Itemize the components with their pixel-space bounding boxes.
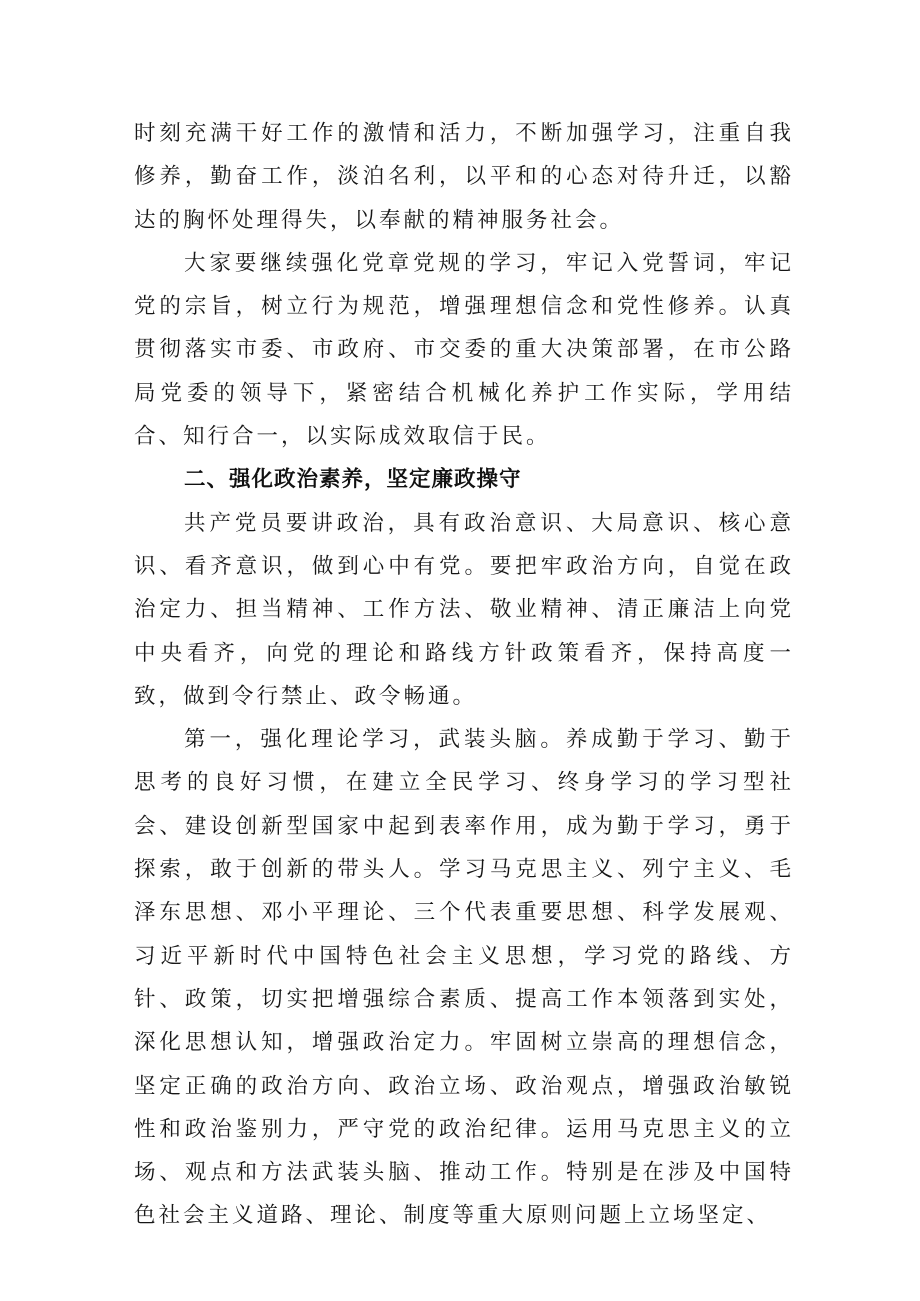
paragraph-political-awareness: 共产党员要讲政治，具有政治意识、大局意识、核心意识、看齐意识，做到心中有党。要把牢政治方向，自觉在政治定力、担当精神、工作方法、敬业精神、清正廉洁上向党中央看齐，向党的理论和路线方针政策看齐，保持高度一致，做到令行禁止、政令畅通。 [134,510,794,709]
section-heading: 二、强化政治素养，坚定廉政操守 [184,467,522,493]
paragraph-theory-study: 第一，强化理论学习，武装头脑。养成勤于学习、勤于思考的良好习惯，在建立全民学习、终身学习的学习型社会、建设创新型国家中起到表率作用，成为勤于学习，勇于探索，敢于创新的带头人。学习马克思主义、列宁主义、毛泽东思想、邓小平理论、三个代表重要思想、科学发展观、习近平新时代中国特色社会主义思想，学习党的路线、方针、政策，切实把增强综合素质、提高工作本领落到实处，深化思想认知，增强政治定力。牢固树立崇高的理想信念，坚定正确的政治方向、政治立场、政治观点，增强政治敏锐性和政治鉴别力，严守党的政治纪律。运用马克思主义的立场、观点和方法武装头脑、推动工作。特别是在涉及中国特色社会主义道路、理论、制度等重大原则问题上立场坚定、 [134,727,794,1229]
document-body [134,112,794,1238]
paragraph-party-rules-study: 大家要继续强化党章党规的学习，牢记入党誓词，牢记党的宗旨，树立行为规范，增强理想信念和党性修养。认真贯彻落实市委、市政府、市交委的重大决策部署，在市公路局党委的领导下，紧密结合机械化养护工作实际，学用结合、知行合一，以实际成效取信于民。 [134,250,794,450]
paragraph-continuation: 时刻充满干好工作的激情和活力，不断加强学习，注重自我修养，勤奋工作，淡泊名利，以平和的心态对待升迁，以豁达的胸怀处理得失，以奉献的精神服务社会。 [134,121,794,233]
